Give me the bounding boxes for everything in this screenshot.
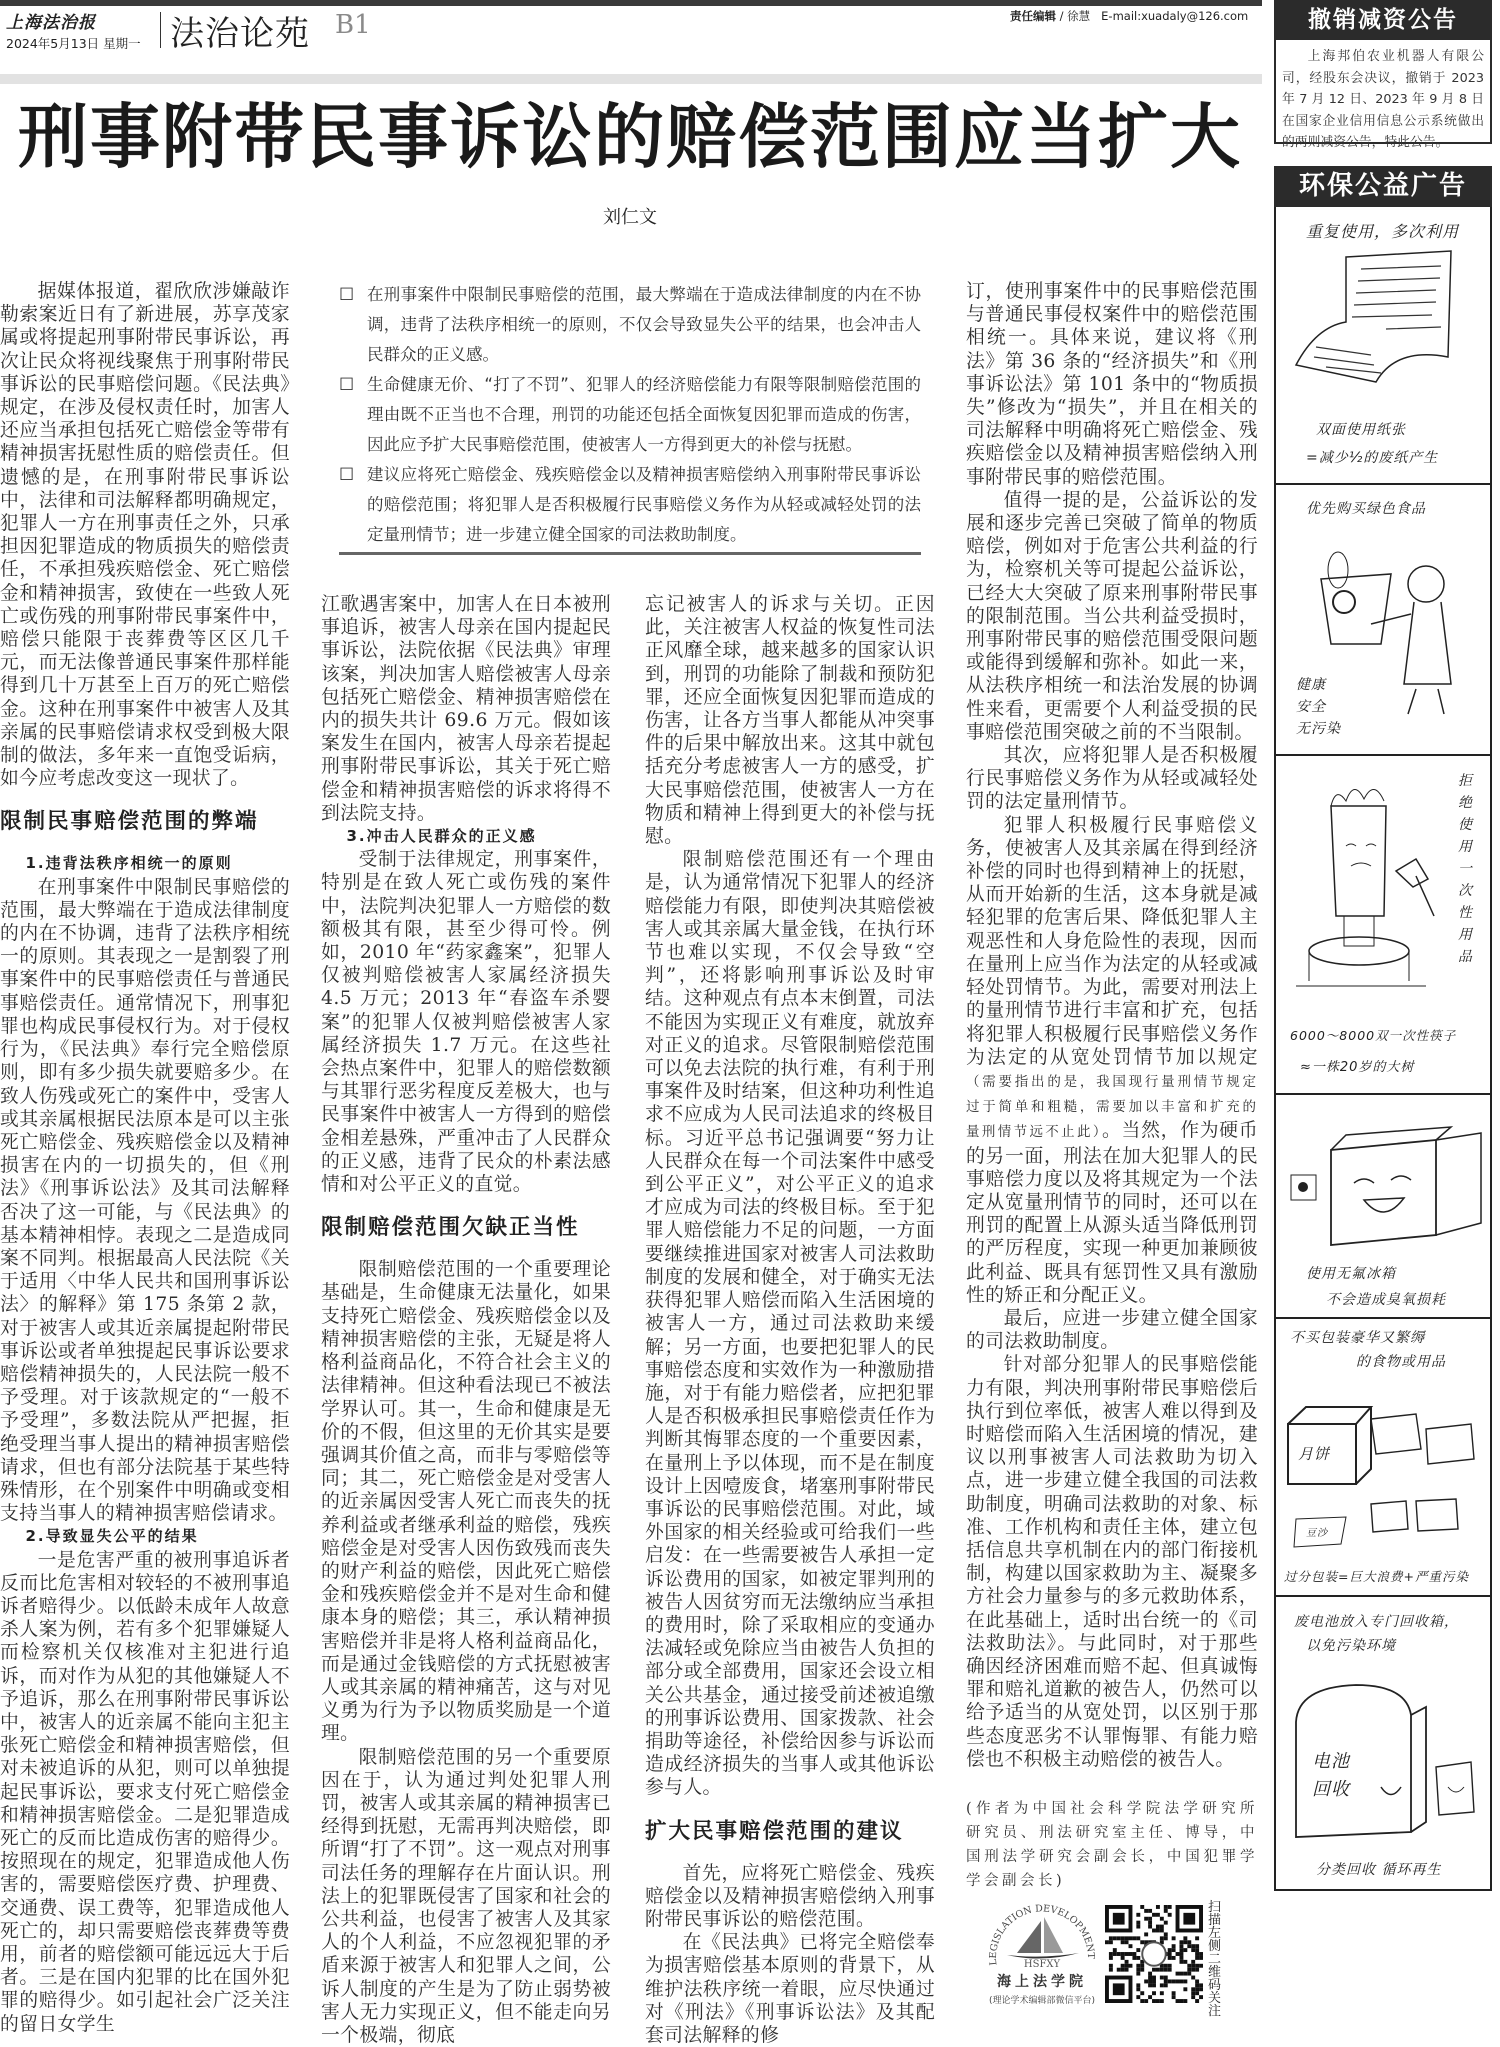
editor-name: / 徐慧 <box>1059 9 1091 23</box>
article-paragraph: 江歌遇害案中，加害人在日本被刑事追诉，被害人母亲在国内提起民事诉讼，法院依据《民法典》审理该案，判决加害人赔偿被害人母亲包括死亡赔偿金、精神损害赔偿在内的损失共计 69.6 万元。假如该案发生在国内，被害人母亲若提起刑事附带民事诉讼，其关于死亡赔偿金和精神损害赔偿的诉求将得不到法院支持。 <box>321 594 611 824</box>
summary-text: 在刑事案件中限制民事赔偿的范围，最大弊端在于造成法律制度的内在不协调，违背了法秩序相统一的原则，不仅会导致显失公平的结果，也会冲击人民群众的正义感。 <box>367 285 921 364</box>
article-paragraph: 在《民法典》已将完全赔偿奉为损害赔偿基本原则的背景下，从维护法秩序统一着眼，应尽快通过对《刑法》《刑事诉讼法》及其配套司法解释的修 <box>645 1932 935 2046</box>
mooncake-box-label: 月饼 <box>1298 1445 1331 1463</box>
summary-item <box>339 370 921 460</box>
header-band <box>0 74 1262 84</box>
panel-caption: 不买包装豪华又繁缛 <box>1290 1330 1425 1346</box>
checkbox-icon: ☐ <box>339 465 355 485</box>
article-paragraph: 最后，应进一步建立健全国家的司法救助制度。 <box>966 1307 1258 1353</box>
bin-label: 回收 <box>1312 1779 1350 1800</box>
panel-caption: 不会造成臭氧损耗 <box>1326 1292 1446 1308</box>
panel-caption: 双面使用纸张 <box>1316 422 1406 438</box>
panel-caption: 健康 <box>1296 677 1326 693</box>
parenthetical-note: （需要指出的是，我国现行量刑情节规定过于简单和粗糙，需要加以丰富和扩充的量刑情节远不止此） <box>966 1073 1258 1141</box>
article-middle <box>321 270 935 2047</box>
summary-rule <box>339 552 921 555</box>
subsection-heading: 3.冲击人民群众的正义感 <box>346 827 537 846</box>
article-paragraph: 其次，应将犯罪人是否积极履行民事赔偿义务作为从轻或减轻处罚的法定量刑情节。 <box>966 745 1258 813</box>
panel-caption: 过分包装=巨大浪费+严重污染 <box>1284 1569 1469 1584</box>
summary-text: 生命健康无价、“打了不罚”、犯罪人的经济赔偿能力有限等限制赔偿范围的理由既不正当也不合理，刑罚的功能还包括全面恢复因犯罪而造成的伤害，因此应予扩大民事赔偿范围，使被害人一方得到更大的补偿与抚慰。 <box>367 375 921 454</box>
panel-caption: 安全 <box>1296 699 1326 715</box>
article-headline: 刑事附带民事诉讼的赔偿范围应当扩大 <box>18 95 1242 178</box>
article-paragraph: 在刑事案件中限制民事赔偿的范围，最大弊端在于造成法律制度的内在不协调，违背了法秩序相统一的原则。其表现之一是割裂了刑事案件中的民事赔偿责任与普通民事赔偿责任。通常情况下，刑事犯罪也构成民事侵权行为。对于侵权行为，《民法典》奉行完全赔偿原则，即有多少损失就要赔多少。在致人伤残或死亡的案件中，受害人或其亲属根据民法原本是可以主张死亡赔偿金、残疾赔偿金以及精神损害在内的一切损失的，但《刑法》《刑事诉讼法》及其司法解释否决了这一可能，与《民法典》的基本精神相悖。表现之二是造成同案不同判。根据最高人民法院《关于适用〈中华人民共和国刑事诉讼法〉的解释》第 175 条第 2 款，对于被害人或其近亲属提起附带民事诉讼或者单独提起民事诉讼要求赔偿精神损失的，人民法院一般不予受理。对于该款规定的“一般不予受理”，多数法院从严把握，拒绝受理当事人提出的精神损害赔偿请求，但也有部分法院基于某些特殊情形，在个别案件中明确或变相支持当事人的精神损害赔偿请求。 <box>0 876 290 1525</box>
ad-panel-paper <box>1274 207 1492 485</box>
logo-subtitle: (理论学术编辑部微信平台) <box>988 1996 1096 2006</box>
logo-name: 海上法学院 <box>997 1974 1087 1990</box>
article-column-4 <box>966 280 1258 1893</box>
logo-arc-text: LEGISLATION DEVELOPMENT <box>987 1903 1097 1966</box>
article-column-4-wrap <box>966 270 1258 2019</box>
subsection-heading: 1.违背法秩序相统一的原则 <box>25 854 233 873</box>
article-author: 刘仁文 <box>603 207 657 228</box>
ad-panel-packaging <box>1274 1319 1492 1597</box>
summary-text: 建议应将死亡赔偿金、残疾赔偿金以及精神损害赔偿纳入刑事附带民事诉讼的赔偿范围；将犯罪人是否积极履行民事赔偿义务作为从轻或减轻处罚的法定量刑情节；进一步建立健全国家的司法救助制度。 <box>367 465 921 544</box>
panel-caption: 无污染 <box>1296 721 1341 737</box>
article-body <box>0 270 1262 2047</box>
ad-panel-fridge <box>1274 1095 1492 1319</box>
panel-caption: 使用无氟冰箱 <box>1306 1266 1396 1282</box>
ad-panel-green-food <box>1274 484 1492 756</box>
author-note: (作者为中国社会科学院法学研究所研究员、刑法研究室主任、博导，中国刑法学研究会副会长，中国犯罪学学会副会长) <box>966 1801 1258 1889</box>
article-summary <box>339 280 921 550</box>
masthead-divider <box>160 12 161 48</box>
paper-sheet-icon <box>1276 207 1492 485</box>
qr-label: 扫描左侧二维码关注 <box>1208 1900 1222 2019</box>
ad-title: 环保公益广告 <box>1274 166 1492 207</box>
panel-caption: 优先购买绿色食品 <box>1306 501 1426 517</box>
article-paragraph: 限制赔偿范围的一个重要理论基础是，生命健康无法量化，如果支持死亡赔偿金、残疾赔偿金以及精神损害赔偿的主张，无疑是将人格利益商品化，不符合社会主义的法律精神。但这种看法现已不被法学界认可。其一，生命和健康是无价的不假，但这里的无价其实是要强调其价值之高，而非与零赔偿等同；其二，死亡赔偿金是对受害人的近亲属因受害人死亡而丧失的抚养利益或者继承利益的赔偿，残疾赔偿金是对受害人因伤致残而丧失的财产利益的赔偿，因此死亡赔偿金和残疾赔偿金并不是对生命和健康本身的赔偿；其三，承认精神损害赔偿并非是将人格利益商品化，而是通过金钱赔偿的方式抚慰被害人或其亲属的精神痛苦，这与对见义勇为行为予以物质奖励是一个道理。 <box>321 1259 611 1745</box>
panel-caption: 6000～8000双一次性筷子 <box>1290 1028 1457 1043</box>
subsection-heading: 2.导致显失公平的结果 <box>25 1527 199 1546</box>
article-paragraph: 值得一提的是，公益诉讼的发展和逐步完善已突破了简单的物质赔偿，例如对于危害公共利益的行为，检察机关等可提起公益诉讼，已经大大突破了原来刑事附带民事的限制范围。当公共利益受损时，刑事附带民事的赔偿范围受限问题或能得到缓解和弥补。如此一来，从法秩序相统一和法治发展的协调性来看，更需要个人利益受损的民事赔偿范围突破之前的不当限制。 <box>966 489 1258 743</box>
wechat-promo <box>966 1901 1258 2019</box>
article-column-3 <box>645 593 935 2047</box>
article-paragraph <box>966 814 1258 1307</box>
editor-line <box>1010 8 1260 24</box>
panel-caption: 废电池放入专门回收箱， <box>1294 1614 1459 1630</box>
panel-caption: 的食物或用品 <box>1356 1354 1446 1370</box>
section-heading: 限制民事赔偿范围的弊端 <box>0 809 259 835</box>
section-heading: 扩大民事赔偿范围的建议 <box>645 1818 904 1844</box>
article-paragraph: 针对部分犯罪人的民事赔偿能力有限，判决刑事附带民事赔偿后执行到位率低，被害人难以得到及时赔偿而陷入生活困境的情况，建议以刑事被害人司法救助为切入点，进一步建立健全我国的司法救助制度，明确司法救助的对象、标准、工作机构和责任主体，建立包括信息共享机制在内的部门衔接机制，构建以国家救助为主、凝聚多方社会力量参与的多元救助体系，在此基础上，适时出台统一的《司法救助法》。与此同时，对于那些确因经济困难而赔不起、但真诚悔罪和赔礼道歉的被告人，仍然可以给予适当的从宽处罚，以区别于那些态度恶劣不认罪悔罪、有能力赔偿也不积极主动赔偿的被告人。 <box>966 1354 1258 1770</box>
newspaper-logo: 上海法治报 <box>6 13 96 33</box>
checkbox-icon: ☐ <box>339 375 355 395</box>
ad-panel-battery <box>1274 1597 1492 1891</box>
notice-title: 撤销减资公告 <box>1274 0 1492 40</box>
article-paragraph: 限制赔偿范围还有一个理由是，认为通常情况下犯罪人的经济赔偿能力有限，即使判决其赔偿被害人或其亲属大量金钱，在执行环节也难以实现，不仅会导致“空判”，还将影响刑事诉讼及时审结。这种观点有点本末倒置，司法不能因为实现正义有难度，就放弃对正义的追求。尽管限制赔偿范围可以免去法院的执行难，有利于刑事案件及时结案，但这种功利性追求不应成为人民司法追求的终极目标。习近平总书记强调要“努力让人民群众在每一个司法案件中感受到公平正义”，对公平正义的追求才应成为司法的终极目标。至于犯罪人赔偿能力不足的问题，一方面要继续推进国家对被害人司法救助制度的发展和健全，对于确实无法获得犯罪人赔偿而陷入生活困境的被害人一方，通过司法救助来缓解；另一方面，也要把犯罪人的民事赔偿态度和实效作为一种激励措施，对于有能力赔偿者，应把犯罪人是否积极承担民事赔偿责任作为判断其悔罪态度的一个重要因素，在量刑上予以体现，而不是在制度设计上因噎废食，堵塞刑事附带民事诉讼的民事赔偿范围。对此，域外国家的相关经验或可给我们一些启发：在一些需要被告人承担一定诉讼费用的国家，如被定罪判刑的被告人因贫穷而无法缴纳应当承担的费用时，除了采取相应的变通办法减轻或免除应当由被告人负担的部分或全部费用，国家还会设立相关公共基金，通过接受前述被追缴的刑事诉讼费用、国家拨款、社会捐助等途径，补偿给因参与诉讼而造成经济损失的当事人或其他诉讼参与人。 <box>645 849 935 1799</box>
section-heading: 限制赔偿范围欠缺正当性 <box>321 1215 580 1241</box>
summary-item <box>339 460 921 550</box>
checkbox-icon: ☐ <box>339 285 355 305</box>
article-paragraph: 受制于法律规定，刑事案件，特别是在致人死亡或伤残的案件中，法院判决犯罪人一方赔偿的数额极其有限，甚至少得可怜。例如，2010 年“药家鑫案”，犯罪人仅被判赔偿被害人家属经济损失 4.5 万元；2013 年“春盗车杀婴案”的犯罪人仅被判赔偿被害人家属经济损失 1.7 万元。在这些社会热点案件中，犯罪人的赔偿数额与其罪行恶劣程度反差极大，也与民事案件中被害人一方得到的赔偿金相差悬殊，严重冲击了人民群众的正义感，违背了民众的朴素法感情和对公平正义的直觉。 <box>321 849 611 1196</box>
article-paragraph: 据媒体报道，翟欣欣涉嫌敲诈勒索案近日有了新进展，苏享茂家属或将提起刑事附带民事诉讼，再次让民众将视线聚焦于刑事附带民事诉讼的民事赔偿问题。《民法典》规定，在涉及侵权责任时，加害人还应当承担包括死亡赔偿金等带有精神损害抚慰性质的赔偿责任。但遗憾的是，在刑事附带民事诉讼中，法律和司法解释都明确规定，犯罪人一方在刑事责任之外，只承担因犯罪造成的物质损失的赔偿责任，不承担残疾赔偿金、死亡赔偿金和精神损害，致使在一些致人死亡或伤残的刑事附带民事案件中，赔偿只能限于丧葬费等区区几千元，而无法像普通民事案件那样能得到几十万甚至上百万的死亡赔偿金。这种在刑事案件中被害人及其亲属的民事赔偿请求权受到极大限制的做法，多年来一直饱受诟病，如今应考虑改变这一现状了。 <box>0 281 290 790</box>
paragraph-text: 。当然，作为硬币的另一面，刑法在加大犯罪人的民事赔偿力度以及将其规定为一个法定从宽量刑情节的同时，还可以在刑罚的配置上从源头适当降低刑罚的严厉程度，实现一种更加兼顾彼此利益、既具有惩罚性又具有激励性的矫正和分配正义。 <box>966 1120 1259 1306</box>
article-column-1 <box>0 280 290 2036</box>
notice-body: 上海邦伯农业机器人有限公司，经股东会决议，撤销于 2023 年 7 月 12 日、2023 年 9 月 8 日在国家企业信用信息公示系统做出的两则减资公告，特此公告。 <box>1274 40 1492 144</box>
bin-label: 电池 <box>1312 1751 1350 1772</box>
summary-item <box>339 280 921 370</box>
article-paragraph: 首先，应将死亡赔偿金、残疾赔偿金以及精神损害赔偿纳入刑事附带民事诉讼的赔偿范围。 <box>645 1862 935 1930</box>
panel-caption: 分类回收 循环再生 <box>1316 1862 1442 1878</box>
qr-code[interactable] <box>1105 1905 1203 2003</box>
panel-caption: 重复使用，多次利用 <box>1306 222 1460 241</box>
article-paragraph: 忘记被害人的诉求与关切。正因此，关注被害人权益的恢复性司法正风靡全球，越来越多的国家认识到，刑罚的功能除了制裁和预防犯罪，还应全面恢复因犯罪而造成的伤害，让各方当事人都能从冲突事件的后果中解放出来。这其中就包括充分考虑被害人一方的感受，扩大民事赔偿范围，使被害人一方在物质和精神上得到更大的补偿与抚慰。 <box>645 594 935 848</box>
article-paragraph: 一是危害严重的被刑事追诉者反而比危害相对较轻的不被刑事追诉者赔得少。以低龄未成年人故意杀人案为例，若有多个犯罪嫌疑人而检察机关仅核准对主犯进行追诉，而对作为从犯的其他嫌疑人不予追诉，那么在刑事附带民事诉讼中，被害人的近亲属不能向主犯主张死亡赔偿金和精神损害赔偿，但对未被追诉的从犯，则可以单独提起民事诉讼，要求支付死亡赔偿金和精神损害赔偿金。二是犯罪造成死亡的反而比造成伤害的赔得少。按照现在的规定，犯罪造成他人伤害的，需要赔偿医疗费、护理费、交通费、误工费等，犯罪造成他人死亡的，却只需要赔偿丧葬费等费用，前者的赔偿额可能远远大于后者。三是在国内犯罪的比在国外犯罪的赔得少。如引起社会广泛关注的留日女学生 <box>0 1549 290 2035</box>
editor-label: 责任编辑 <box>1010 9 1056 23</box>
paragraph-text: 犯罪人积极履行民事赔偿义务，使被害人及其亲属在得到经济补偿的同时也得到精神上的抚慰，从而开始新的生活，这本身就是减轻犯罪的危害后果、降低犯罪人主观恶性和人身危险性的表现，因而在量刑上应当作为法定的从轻或减轻处罚情节。为此，需要对刑法上的量刑情节进行丰富和扩充，包括将犯罪人积极履行民事赔偿义务作为法定的从宽处罚情节加以规定 <box>966 814 1258 1068</box>
article-column-2 <box>321 593 611 2047</box>
ad-panel-disposables <box>1274 756 1492 1095</box>
logo-abbr: HSFXY <box>1023 1959 1061 1970</box>
article-paragraph: 限制赔偿范围的另一个重要原因在于，认为通过判处犯罪人刑罚，被害人或其亲属的精神损害已经得到抚慰，无需再判决赔偿，即所谓“打了不罚”。这一观点对刑事司法任务的理解存在片面认识。刑法上的犯罪既侵害了国家和社会的公共利益，也侵害了被害人及其家人的个人利益，不应忽视犯罪的矛盾来源于被害人和犯罪人之间，公诉人制度的产生是为了防止弱势被害人无力实现正义，但不能走向另一个极端，彻底 <box>321 1746 611 2046</box>
fridge-icon <box>1276 1095 1492 1319</box>
issue-date: 2024年5月13日 星期一 <box>6 36 141 51</box>
page-number: B1 <box>335 10 371 40</box>
middle-columns <box>321 593 935 2047</box>
section-name: 法治论苑 <box>170 14 310 54</box>
panel-caption: 拒绝使用一次性用品 <box>1458 773 1473 965</box>
article-paragraph: 订，使刑事案件中的民事赔偿范围与普通民事侵权案件中的赔偿范围相统一。具体来说，建议将《刑法》第 36 条的“经济损失”和《刑事诉讼法》第 101 条中的“物质损失”修改为“损失”，并且在相关的司法解释中明确将死亡赔偿金、残疾赔偿金以及精神损害赔偿纳入刑事附带民事的赔偿范围。 <box>966 281 1258 488</box>
editor-email[interactable]: E-mail:xuadaly@126.com <box>1101 9 1249 23</box>
panel-caption: ≈一株20岁的大树 <box>1300 1060 1415 1075</box>
bean-paste-tag: 豆沙 <box>1306 1528 1328 1539</box>
panel-caption: 以免污染环境 <box>1306 1638 1396 1654</box>
panel-caption: =减少½的废纸产生 <box>1306 450 1439 466</box>
